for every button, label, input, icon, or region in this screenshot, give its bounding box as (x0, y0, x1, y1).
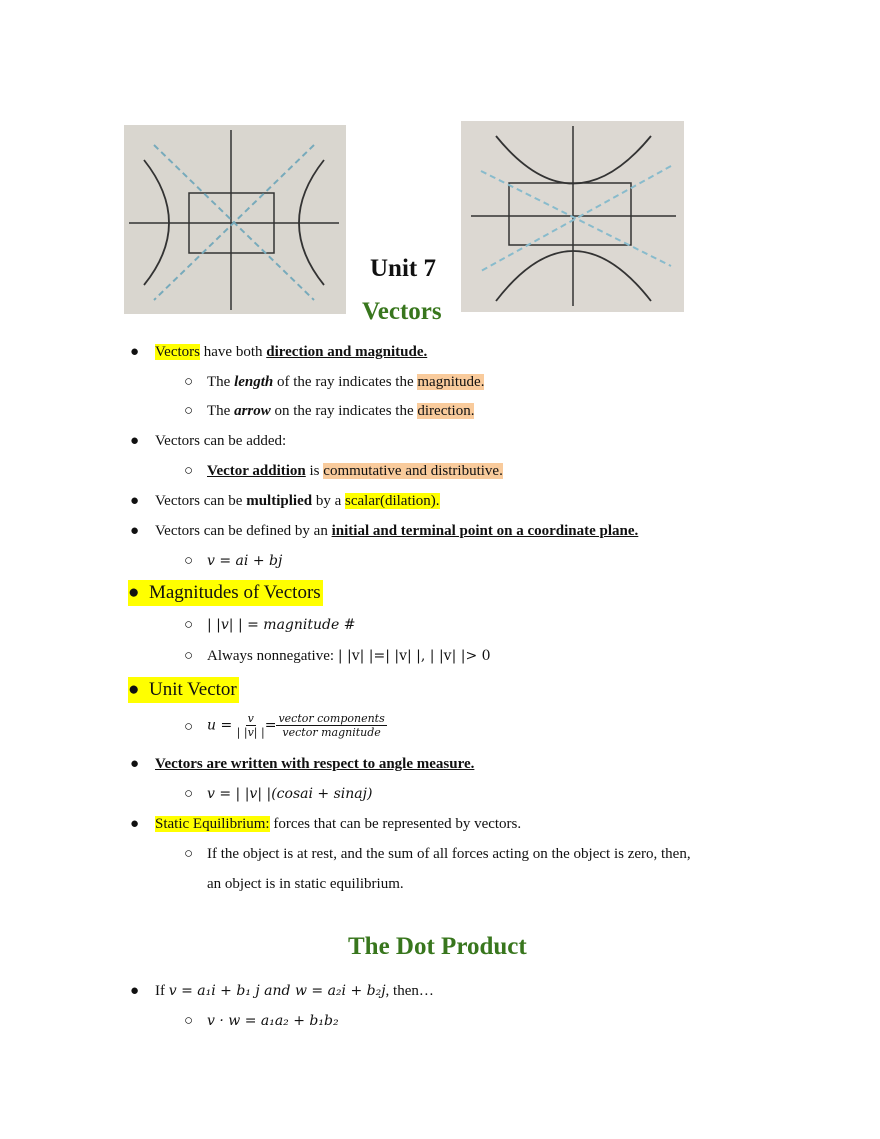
bullet-icon: ● (130, 983, 140, 999)
text: have both (200, 344, 267, 360)
hyperbola-horizontal-photo (124, 125, 346, 314)
formula: | |v| | = magnitude # (207, 617, 356, 633)
text: Always nonnegative: (207, 648, 338, 664)
fraction (237, 712, 265, 739)
text: Vectors can be (155, 493, 247, 509)
emphasis-text: initial and terminal point on a coordinate plane. (331, 523, 639, 539)
formula: v = | |v| |(cosai + sinaj) (207, 786, 373, 802)
emphasis-text: direction and magnitude. (266, 344, 428, 360)
section-heading-dot-product: The Dot Product (348, 933, 527, 960)
bullet-icon: ○ (184, 846, 194, 862)
fraction (276, 712, 386, 739)
text: on the ray indicates the (270, 403, 418, 419)
bullet-icon: ● (130, 756, 140, 772)
emphasis-text: Vectors are written with respect to angle measure. (155, 756, 475, 772)
list-item (0, 712, 880, 742)
highlighted-text: Vectors (155, 344, 200, 360)
formula: v = ai + bj (207, 553, 283, 569)
bullet-icon: ○ (184, 553, 194, 569)
highlighted-text: direction. (417, 403, 475, 419)
bullet-icon: ● (128, 679, 140, 700)
text: Vectors can be defined by an (155, 523, 332, 539)
bullet-icon: ○ (184, 719, 194, 735)
text: by a (312, 493, 345, 509)
highlighted-text: Static Equilibrium: (155, 816, 270, 832)
bullet-icon: ○ (184, 617, 194, 633)
bullet-icon: ● (130, 433, 140, 449)
bullet-icon: ○ (184, 463, 194, 479)
bullet-icon: ○ (184, 403, 194, 419)
section-heading-vectors: Vectors (362, 298, 442, 325)
bullet-icon: ○ (184, 374, 194, 390)
bullet-icon: ● (128, 582, 140, 603)
numerator: vector components (278, 712, 385, 725)
text: Vectors can be added: (155, 433, 287, 449)
numerator: v (247, 712, 254, 725)
highlighted-text: scalar(dilation). (345, 493, 440, 509)
highlighted-text: magnitude. (417, 374, 485, 390)
formula: = (264, 717, 277, 734)
text: an object is in static equilibrium. (207, 876, 404, 892)
hyperbola-vertical-photo (461, 121, 684, 312)
denominator: | |v| | (236, 726, 265, 739)
bullet-icon: ● (130, 816, 140, 832)
text: forces that can be represented by vectors. (269, 816, 522, 832)
bullet-icon: ● (130, 493, 140, 509)
highlighted-text: commutative and distributive. (323, 463, 503, 479)
section-label: Unit Vector (148, 679, 237, 700)
formula: u = (207, 717, 233, 734)
section-label: Magnitudes of Vectors (148, 582, 321, 603)
emphasis-text: arrow (234, 403, 271, 419)
formula: v · w = a₁a₂ + b₁b₂ (207, 1013, 339, 1029)
denominator: vector magnitude (282, 726, 381, 739)
text: The (207, 403, 235, 419)
emphasis-text: Vector addition (207, 463, 306, 479)
text: The (207, 374, 235, 390)
hyperbola-sketch-image (124, 125, 346, 314)
bullet-icon: ● (130, 344, 140, 360)
bullet-icon: ● (130, 523, 140, 539)
text: of the ray indicates the (273, 374, 418, 390)
bullet-icon: ○ (184, 1013, 194, 1029)
page-title: Unit 7 (370, 255, 436, 282)
hyperbola-sketch-image (461, 121, 684, 312)
formula: v = a₁i + b₁ j and w = a₂i + b₂j (168, 983, 386, 999)
text: If the object is at rest, and the sum of all forces acting on the object is zero, then, (207, 846, 691, 862)
emphasis-text: length (234, 374, 274, 390)
bullet-icon: ○ (184, 648, 194, 664)
text: is (305, 463, 324, 479)
formula: | |v| |=| |v| |, | |v| |> 0 (337, 648, 491, 664)
emphasis-text: multiplied (246, 493, 313, 509)
text: , then… (385, 983, 434, 999)
bullet-icon: ○ (184, 786, 194, 802)
text: If (155, 983, 169, 999)
